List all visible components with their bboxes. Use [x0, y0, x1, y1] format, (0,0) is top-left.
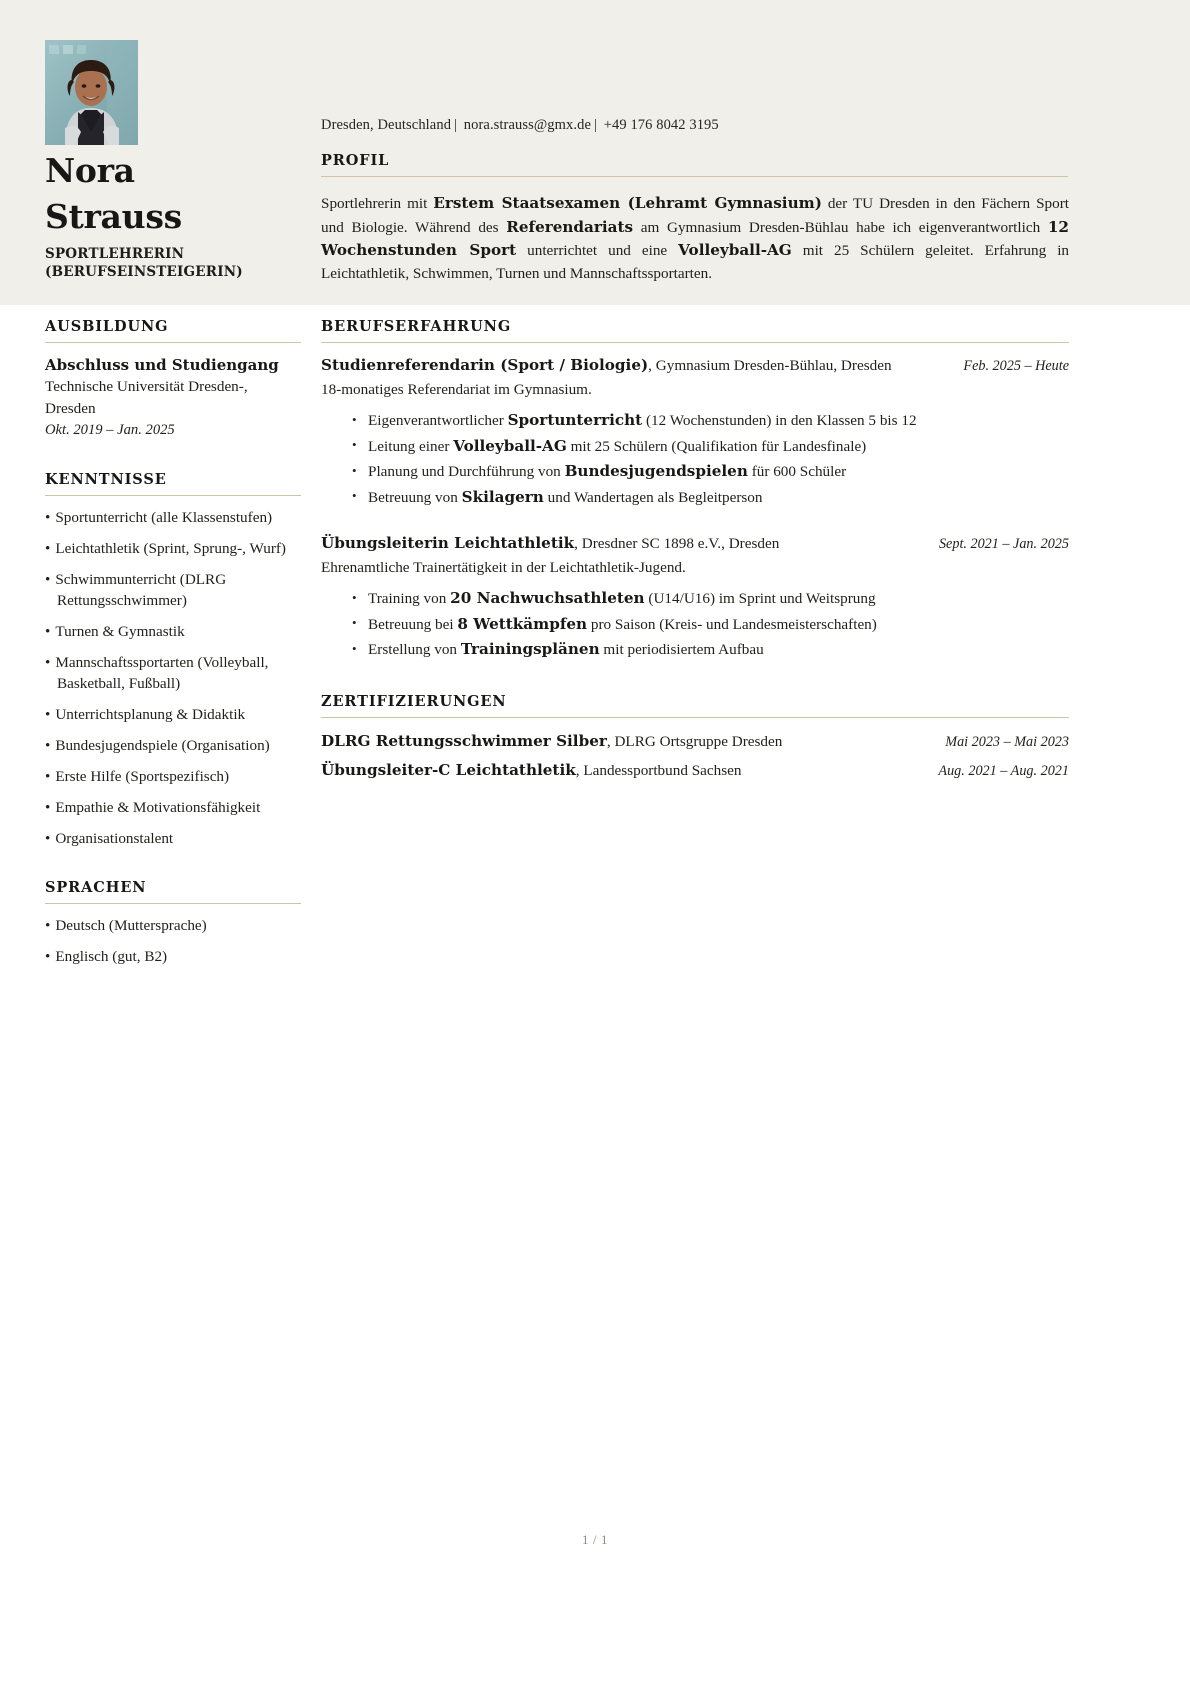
experience-section [321, 318, 1069, 663]
education-section [45, 318, 301, 441]
contact-separator-2: | [594, 117, 598, 133]
experience-role-company [321, 354, 963, 377]
languages-heading: SPRACHEN [45, 879, 301, 904]
experience-company: , Gymnasium Dresden-Bühlau, Dresden [648, 357, 892, 374]
certification-title: DLRG Rettungsschwimmer Silber [321, 731, 607, 750]
certification-entry [321, 758, 1069, 784]
bullet-1-run-1: Volleyball-AG [453, 436, 567, 455]
experience-bullet [352, 434, 1069, 460]
list-item: • Mannschaftssportarten (Volleyball, Basketball, Fußball) [45, 652, 301, 694]
main-content [321, 318, 1069, 814]
skills-heading: KENNTNISSE [45, 471, 301, 496]
certification-title-issuer [321, 729, 945, 754]
contact-location: Dresden, Deutschland [321, 117, 452, 133]
certification-title: Übungsleiter-C Leichtathletik [321, 760, 576, 779]
certification-date: Mai 2023 – Mai 2023 [945, 733, 1069, 750]
experience-heading: BERUFSERFAHRUNG [321, 318, 1069, 343]
bullet-2-run-0: Erstellung von [368, 641, 461, 658]
experience-entry-header [321, 354, 1069, 378]
profile-section-header [321, 152, 1068, 177]
education-date: Okt. 2019 – Jan. 2025 [45, 422, 175, 438]
list-item: • Bundesjugendspiele (Organisation) [45, 735, 301, 756]
education-heading: AUSBILDUNG [45, 318, 301, 343]
bullet-1-run-2: mit 25 Schülern (Qualifikation für Landesfinale) [566, 437, 867, 455]
bullet-0-run-2: (12 Wochenstunden) in den Klassen 5 bis 12 [642, 412, 917, 429]
profile-text-run-7: Volleyball-AG [678, 241, 792, 260]
bullet-2-run-0: Planung und Durchführung von [368, 463, 565, 480]
education-entry [45, 354, 301, 441]
job-title: SPORTLEHRERIN (BERUFSEINSTEIGERIN) [45, 246, 243, 280]
certification-issuer: , DLRG Ortsgruppe Dresden [606, 732, 783, 750]
skills-section [45, 471, 301, 849]
bullet-1-run-0: Leitung einer [368, 437, 454, 455]
list-item: • Organisationstalent [45, 828, 301, 849]
profile-text-run-6: unterrichtet und eine [516, 242, 679, 260]
experience-entry [321, 354, 1069, 510]
education-school: Technische Universität Dresden-, Dresden [45, 378, 248, 417]
bullet-0-run-0: Eigenverantwortlicher [368, 412, 508, 429]
experience-role-company [321, 532, 939, 555]
profile-text-run-2: der TU Dresden in den Fächern Sport und Biologie. Während des [321, 195, 1070, 236]
certifications-section [321, 693, 1069, 784]
list-item: • Sportunterricht (alle Klassenstufen) [45, 507, 301, 528]
profile-text-run-8: mit 25 Schülern geleitet. Erfahrung in Leichtathletik, Schwimmen, Turnen und Mannschaftssportarten. [321, 242, 1070, 282]
last-name: Strauss [45, 197, 182, 236]
avatar [45, 40, 138, 145]
contact-line [321, 117, 719, 134]
bullet-3-run-2: und Wandertagen als Begleitperson [543, 488, 763, 506]
bullet-0-run-0: Training von [368, 590, 451, 607]
list-item: • Schwimmunterricht (DLRG Rettungsschwimmer) [45, 569, 301, 611]
experience-date: Feb. 2025 – Heute [963, 358, 1069, 374]
experience-bullet [352, 459, 1069, 485]
name-block [45, 148, 310, 281]
profile-text-run-1: Erstem Staatsexamen (Lehramt Gymnasium) [433, 194, 822, 212]
bullet-3-run-0: Betreuung von [368, 488, 462, 506]
list-item: • Erste Hilfe (Sportspezifisch) [45, 766, 301, 787]
languages-list [45, 915, 301, 967]
bullet-0-run-1: Sportunterricht [507, 411, 643, 429]
experience-bullet [352, 612, 1069, 638]
profile-text-run-4: am Gymnasium Dresden-Bühlau habe ich eigenverantwortlich [633, 218, 1048, 236]
experience-bullet [352, 485, 1069, 511]
portrait-photo [45, 40, 138, 145]
experience-role: Studienreferendarin (Sport / Biologie) [321, 356, 649, 374]
list-item: • Leichtathletik (Sprint, Sprung-, Wurf) [45, 538, 301, 559]
education-degree: Abschluss und Studiengang [45, 356, 279, 374]
bullet-2-run-1: Bundesjugendspielen [564, 462, 748, 480]
certification-issuer: , Landessportbund Sachsen [575, 761, 742, 779]
bullet-2-run-2: mit periodisiertem Aufbau [599, 641, 764, 658]
contact-email[interactable]: nora.strauss@gmx.de [463, 117, 591, 133]
experience-bullets [321, 586, 1069, 663]
certifications-list [321, 729, 1069, 784]
page-indicator: 1 / 1 [581, 1532, 609, 1547]
profile-heading: PROFIL [321, 152, 1068, 177]
certifications-heading: ZERTIFIZIERUNGEN [321, 693, 1069, 718]
experience-bullet [352, 408, 1069, 434]
sidebar [45, 318, 301, 997]
bullet-1-run-0: Betreuung bei [368, 615, 458, 633]
experience-role: Übungsleiterin Leichtathletik [321, 534, 575, 552]
profile-text-run-5: 12 Wochenstunden Sport [321, 217, 1069, 260]
bullet-2-run-2: für 600 Schüler [747, 463, 847, 480]
list-item: • Englisch (gut, B2) [45, 946, 301, 967]
experience-bullet [352, 637, 1069, 663]
experience-bullet [352, 586, 1069, 612]
profile-text-run-0: Sportlehrerin mit [321, 195, 434, 212]
experience-summary: 18-monatiges Referendariat im Gymnasium. [321, 381, 592, 398]
certification-date: Aug. 2021 – Aug. 2021 [938, 762, 1069, 779]
contact-separator-1: | [454, 117, 458, 133]
bullet-1-run-1: 8 Wettkämpfen [457, 614, 588, 633]
experience-summary: Ehrenamtliche Trainertätigkeit in der Leichtathletik-Jugend. [321, 559, 686, 576]
first-name: Nora [45, 151, 135, 190]
bullet-0-run-1: 20 Nachwuchsathleten [450, 589, 645, 607]
bullet-3-run-1: Skilagern [461, 487, 544, 506]
experience-list [321, 354, 1069, 663]
experience-entry-header [321, 532, 1069, 556]
profile-text-run-3: Referendariats [506, 217, 634, 236]
list-item: • Deutsch (Muttersprache) [45, 915, 301, 936]
header-band [0, 0, 1190, 305]
languages-section [45, 879, 301, 967]
experience-bullets [321, 408, 1069, 510]
profile-text [321, 192, 1069, 285]
experience-date: Sept. 2021 – Jan. 2025 [938, 536, 1069, 552]
list-item: • Empathie & Motivationsfähigkeit [45, 797, 301, 818]
list-item: • Unterrichtsplanung & Didaktik [45, 704, 301, 725]
contact-phone[interactable]: +49 176 8042 3195 [603, 117, 719, 133]
bullet-2-run-1: Trainingsplänen [460, 640, 600, 658]
certification-title-issuer [321, 758, 938, 783]
skills-list [45, 507, 301, 849]
bullet-1-run-2: pro Saison (Kreis- und Landesmeisterschaften) [587, 615, 877, 633]
bullet-0-run-2: (U14/U16) im Sprint und Weitsprung [644, 590, 876, 607]
certification-entry [321, 729, 1069, 755]
experience-company: , Dresdner SC 1898 e.V., Dresden [574, 535, 780, 552]
list-item: • Turnen & Gymnastik [45, 621, 301, 642]
experience-entry [321, 532, 1069, 663]
